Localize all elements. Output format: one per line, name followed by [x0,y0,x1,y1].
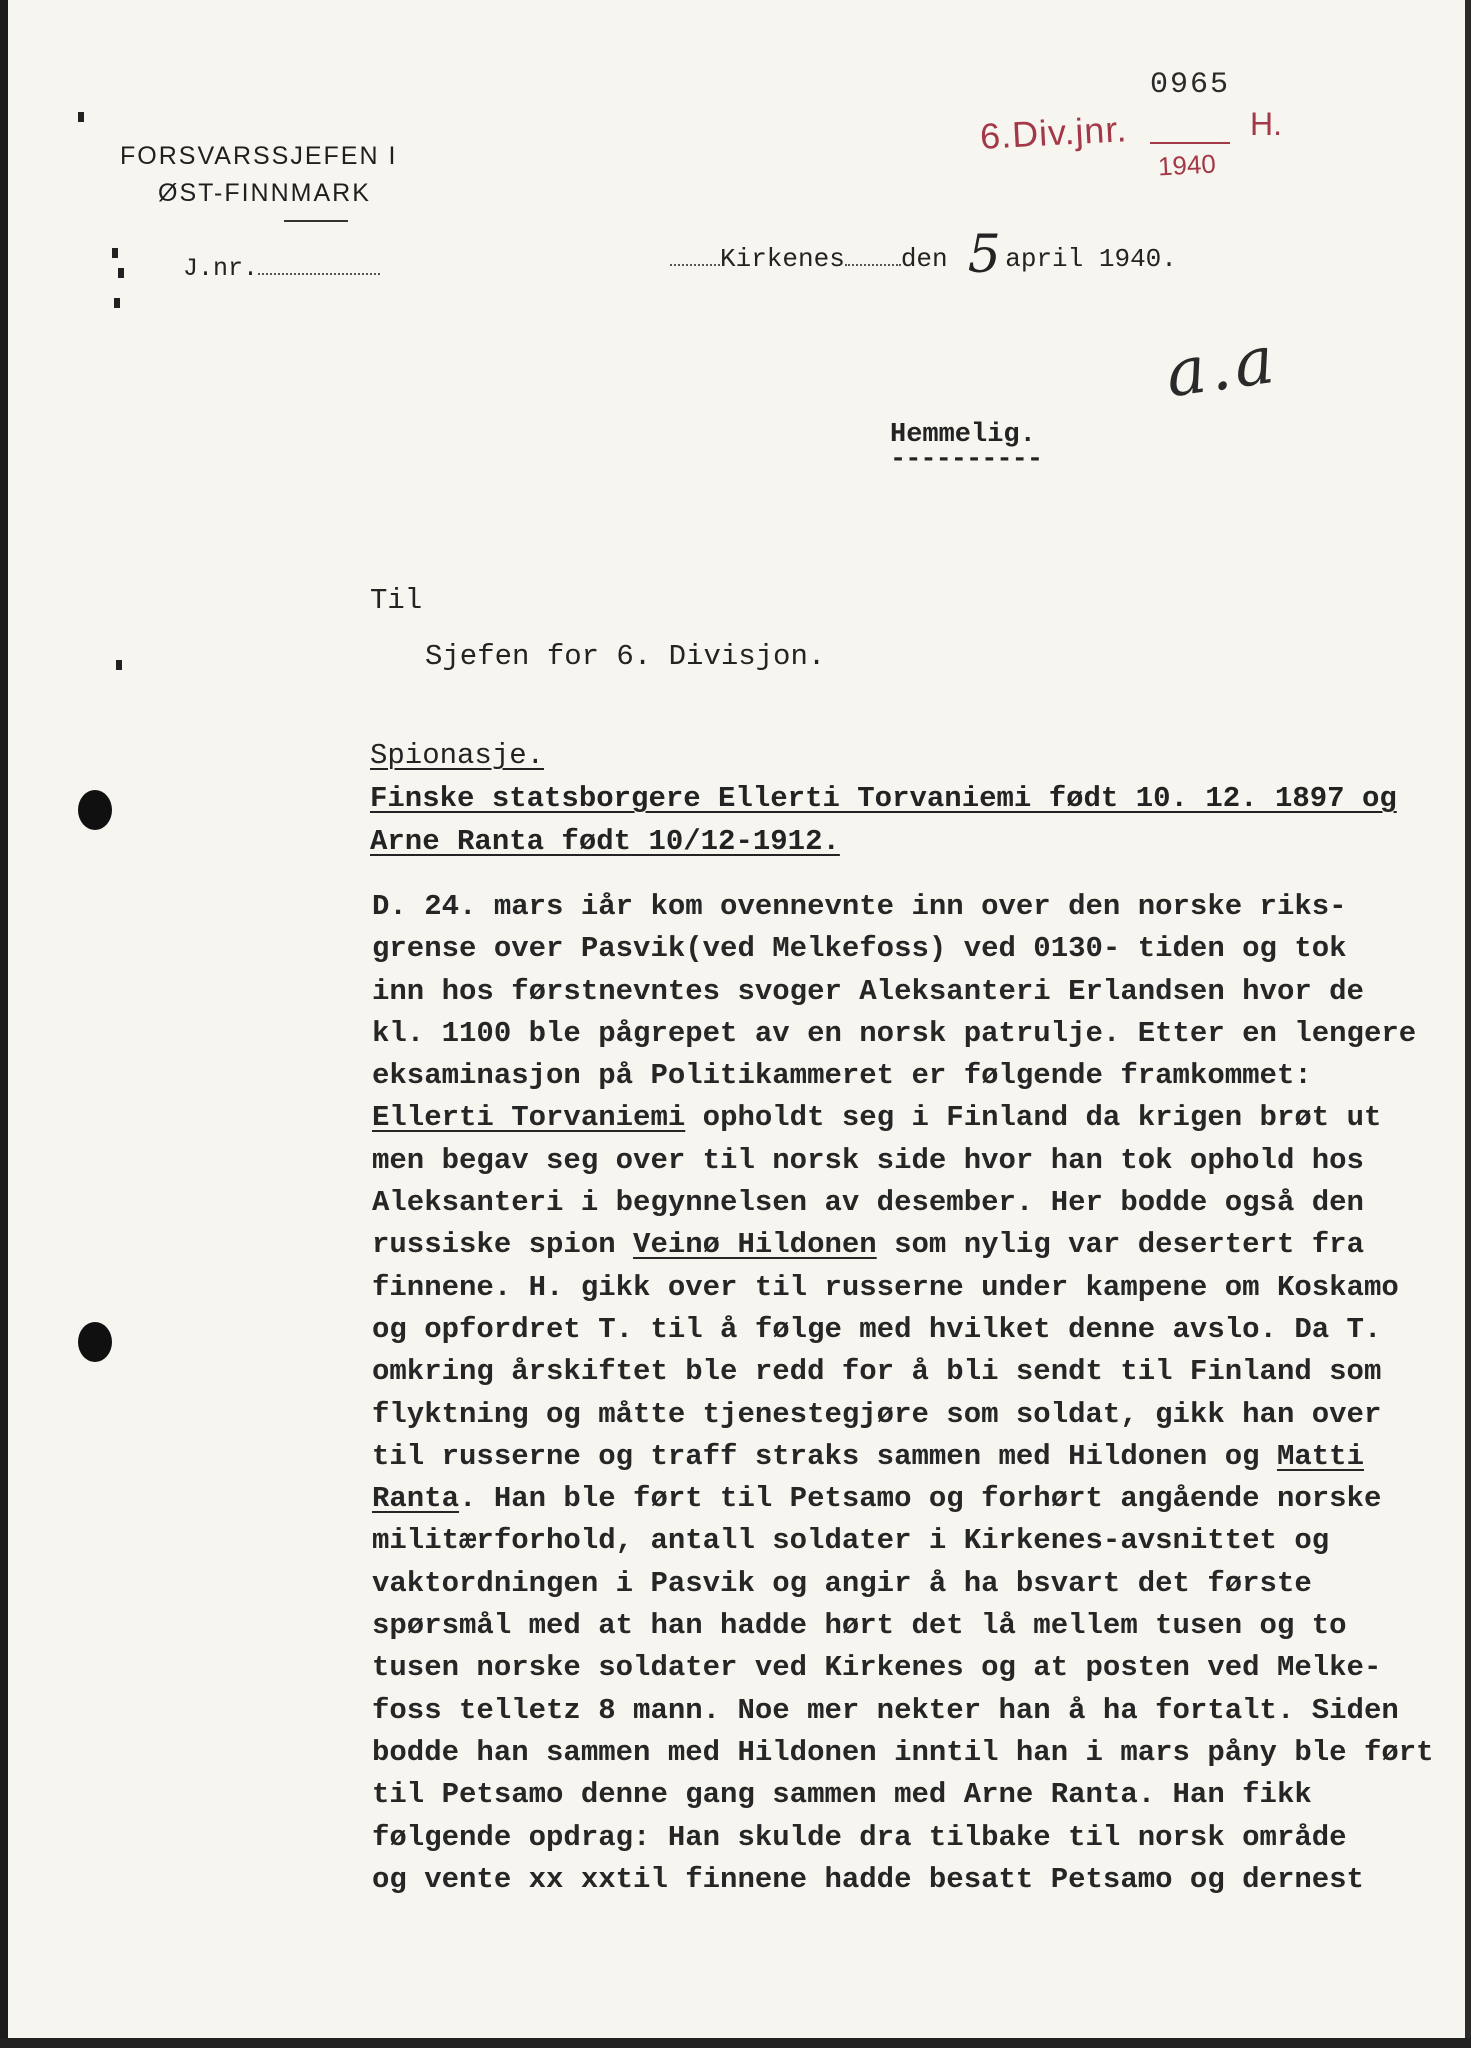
body-line: omkring årskiftet ble redd for å bli sendt til Finland som [372,1355,1382,1389]
journal-stamp [979,68,1300,182]
body-line: til Petsamo denne gang sammen med Arne Ranta. Han fikk [372,1778,1312,1812]
subject-line-2: Finske statsborgere Ellerti Torvaniemi født 10. 12. 1897 og [370,782,1397,815]
body-line: følgende opdrag: Han skulde dra tilbake til norsk område [372,1820,1347,1854]
journal-blank [258,255,380,275]
body-line: kl. 1100 ble pågrepet av en norsk patrulje. Etter en lengere [372,1016,1417,1050]
dotted-blank [845,246,901,266]
subject-block [370,734,1397,863]
scan-edge-left [0,0,8,2048]
body-line: og opfordret T. til å følge med hvilket denne avslo. Da T. [372,1312,1382,1346]
body-line [372,1224,1434,1266]
body-line: inn hos førstnevntes svoger Aleksanteri Erlandsen hvor de [372,974,1364,1008]
recipient: Sjefen for 6. Divisjon. [425,640,826,673]
margin-mark [112,248,118,258]
subject-line-3: Arne Ranta født 10/12-1912. [370,825,840,858]
place: Kirkenes [720,244,845,274]
margin-mark [116,660,122,670]
body-line: eksaminasjon på Politikammeret er følgende framkommet: [372,1059,1312,1093]
body-line: flyktning og måtte tjenestegjøre som soldat, gikk han over [372,1397,1382,1431]
body-line: tusen norske soldater ved Kirkenes og at posten ved Melke- [372,1651,1382,1685]
body-line: D. 24. mars iår kom ovennevnte inn over den norske riks- [372,890,1347,923]
margin-mark [114,298,120,308]
journal-label: J.nr. [183,254,259,283]
stamp-year: 1940 [1157,148,1217,182]
body-span: russiske spion [372,1228,634,1262]
margin-mark [78,112,84,122]
underlined-name: Veinø Hildonen [633,1228,877,1262]
classification [890,420,1043,475]
body-line: militærforhold, antall soldater i Kirkenes-avsnittet og [372,1524,1330,1558]
body-line: grense over Pasvik(ved Melkefoss) ved 0130- tiden og tok [372,932,1347,966]
underlined-name: Matti [1276,1439,1364,1473]
body-span: opholdt seg i Finland da krigen brøt ut [685,1101,1382,1135]
letterhead-line-2: ØST-FINNMARK [158,179,371,207]
scan-edge-bottom [0,2038,1471,2048]
body-line: finnene. H. gikk over til russerne under kampene om Koskamo [372,1270,1399,1304]
body-line [372,1478,1434,1520]
month-year: april 1940. [1005,244,1177,274]
margin-mark [118,268,124,278]
punch-hole [78,1322,112,1362]
letterhead-rule [284,220,348,222]
underlined-name: Ellerti Torvaniemi [372,1101,686,1135]
to-label: Til [370,584,423,617]
body-span: . Han ble ført til Petsamo og forhørt angående norske [459,1482,1382,1516]
place-date-line [670,225,1177,285]
body-text [372,886,1434,1901]
body-span: som nylig var desertert fra [876,1228,1364,1262]
stamp-suffix: H. [1250,106,1282,142]
body-line: spørsmål med at han hadde hørt det lå mellem tusen og to [372,1609,1347,1643]
handwritten-day: 5 [967,225,1001,285]
punch-hole [78,790,112,830]
dotted-blank [670,246,720,266]
body-line: foss telletz 8 mann. Noe mer nekter han å ha fortalt. Siden [372,1693,1399,1727]
handwritten-initials: a.a [1161,320,1283,413]
letterhead [120,138,397,212]
body-line [372,1097,1434,1139]
scan-edge-right [1465,0,1471,2048]
body-line: og vente xx xxtil finnene hadde besatt Petsamo og dernest [372,1862,1364,1896]
subject-line-1: Spionasje. [370,739,545,772]
letterhead-line-1: FORSVARSSJEFEN I [120,142,398,170]
den-label: den [900,244,948,274]
body-line: Aleksanteri i begynnelsen av desember. Her bodde også den [372,1186,1364,1220]
body-line: men begav seg over til norsk side hvor han tok ophold hos [372,1143,1364,1177]
stamp-number: 0965 [1150,68,1231,102]
body-span: til russerne og traff straks sammen med Hildonen og [372,1439,1277,1473]
classification-underline: ---------- [890,445,1043,475]
body-line: vaktordningen i Pasvik og angir å ha bsvart det første [372,1566,1312,1600]
stamp-line [1150,142,1230,144]
journal-number [183,254,380,283]
body-line [372,1436,1434,1478]
stamp-text: 6.Div.jnr. [979,108,1129,157]
underlined-name: Ranta [372,1482,460,1516]
classification-label: Hemmelig. [890,420,1036,450]
body-line: bodde han sammen med Hildonen inntil han i mars påny ble ført [372,1735,1434,1769]
